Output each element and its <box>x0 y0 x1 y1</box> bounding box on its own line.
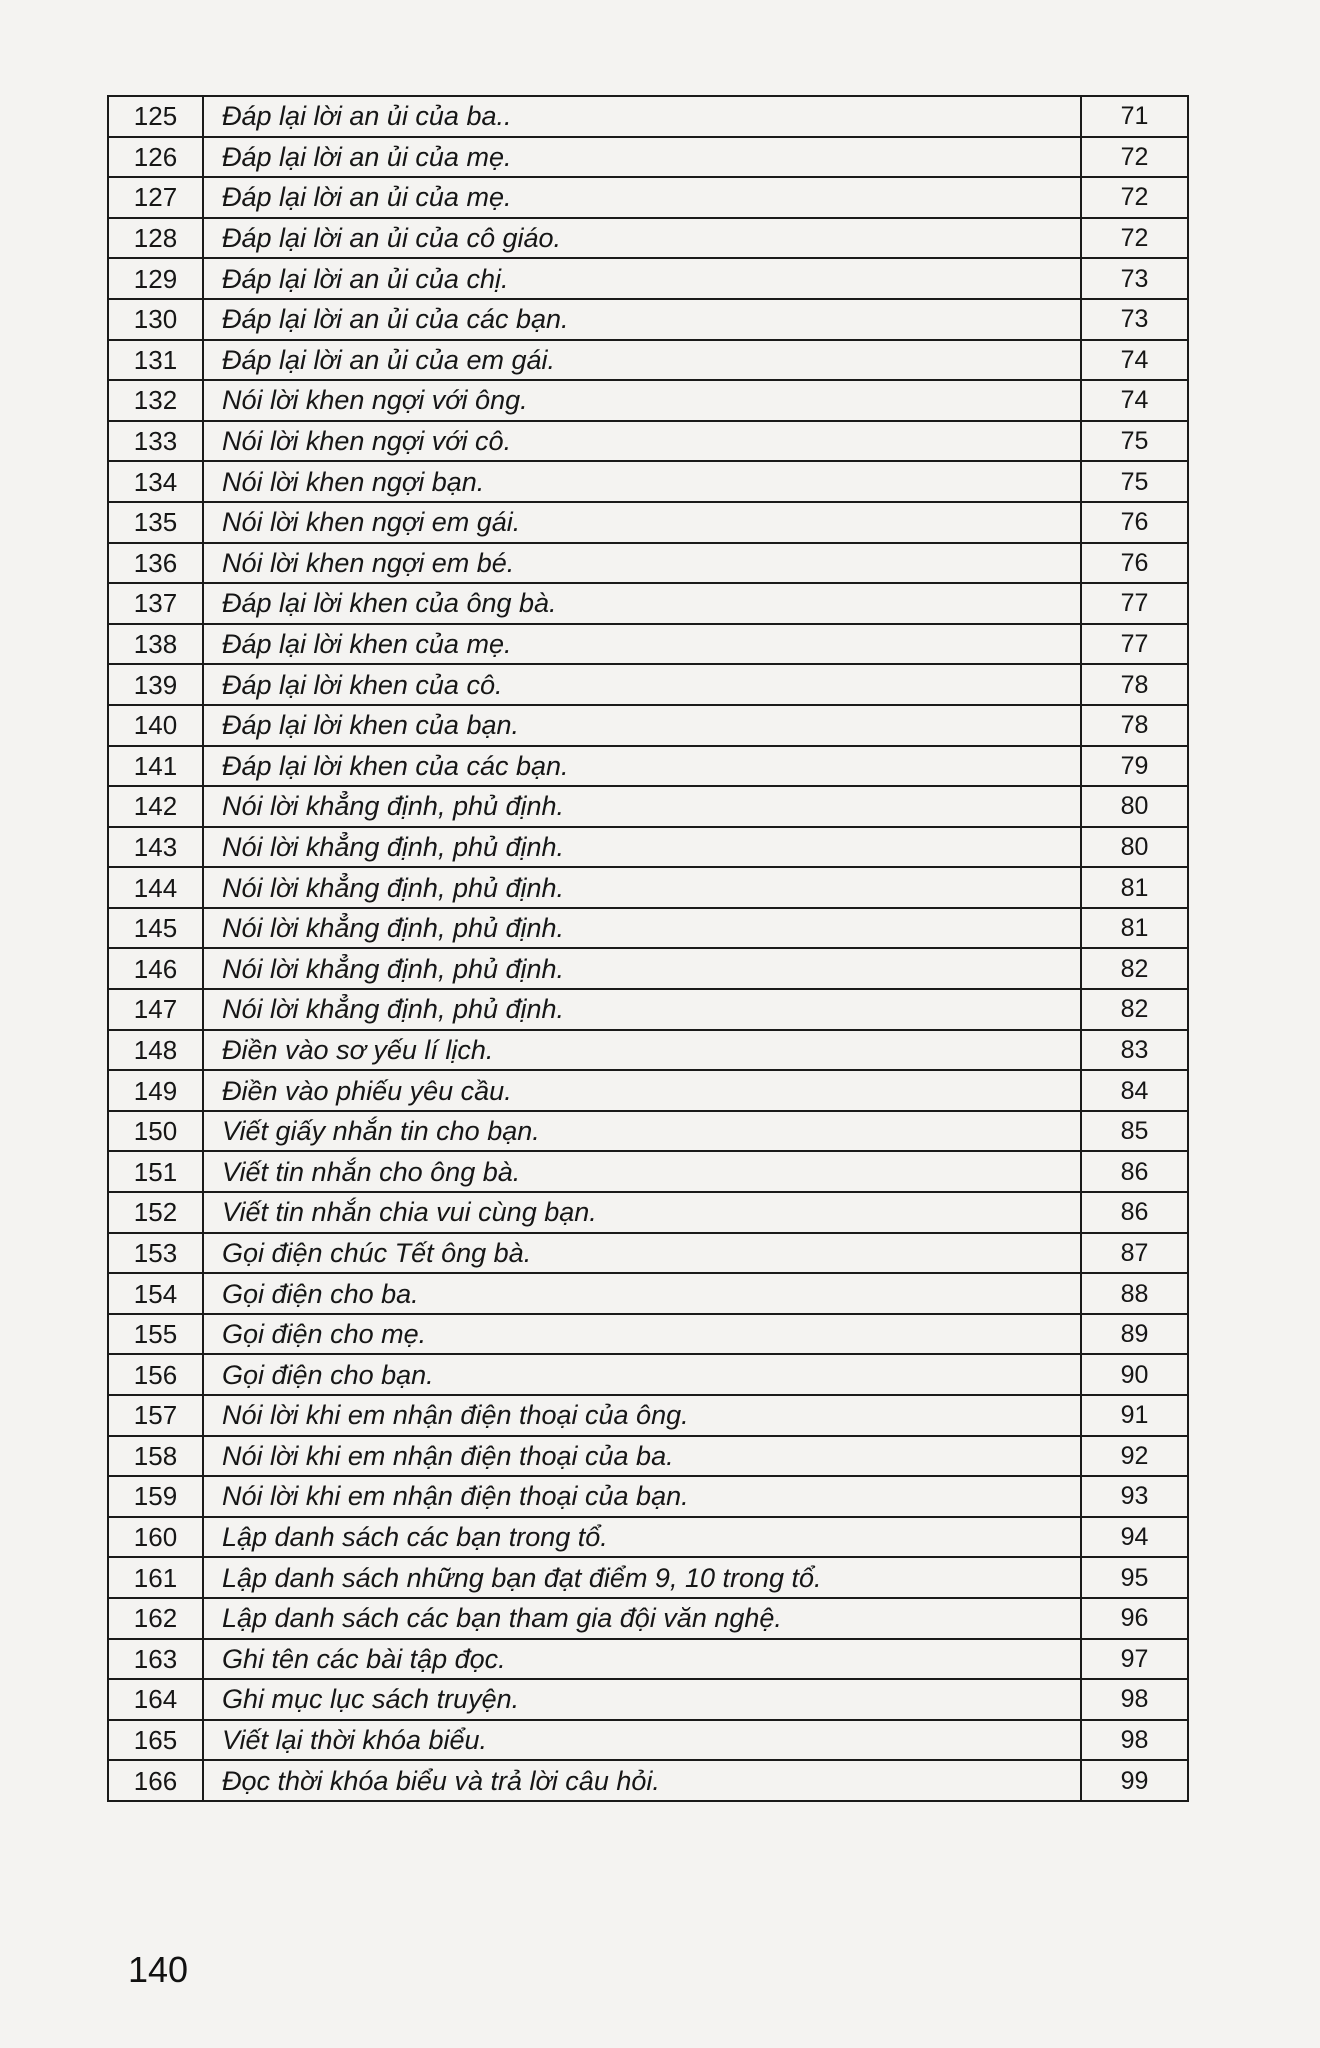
table-row <box>108 96 1188 137</box>
table-row <box>108 1151 1188 1192</box>
lesson-title: Nói lời khi em nhận điện thoại của ba. <box>203 1436 1081 1477</box>
page-ref: 92 <box>1081 1436 1188 1477</box>
page-ref: 78 <box>1081 705 1188 746</box>
page-ref: 77 <box>1081 583 1188 624</box>
lesson-title: Đáp lại lời an ủi của chị. <box>203 258 1081 299</box>
lesson-number: 138 <box>108 624 203 665</box>
table-row <box>108 1273 1188 1314</box>
lesson-title: Đáp lại lời khen của bạn. <box>203 705 1081 746</box>
lesson-title: Nói lời khẳng định, phủ định. <box>203 989 1081 1030</box>
page-ref: 98 <box>1081 1720 1188 1761</box>
lesson-title: Đáp lại lời an ủi của ba.. <box>203 96 1081 137</box>
lesson-title: Đọc thời khóa biểu và trả lời câu hỏi. <box>203 1760 1081 1801</box>
lesson-number: 157 <box>108 1395 203 1436</box>
lesson-number: 145 <box>108 908 203 949</box>
lesson-title: Nói lời khẳng định, phủ định. <box>203 948 1081 989</box>
table-row <box>108 137 1188 178</box>
lesson-number: 158 <box>108 1436 203 1477</box>
lesson-title: Nói lời khen ngợi bạn. <box>203 461 1081 502</box>
page-ref: 99 <box>1081 1760 1188 1801</box>
lesson-title: Điền vào phiếu yêu cầu. <box>203 1070 1081 1111</box>
lesson-title: Viết tin nhắn chia vui cùng bạn. <box>203 1192 1081 1233</box>
table-row <box>108 543 1188 584</box>
lesson-number: 148 <box>108 1030 203 1071</box>
lesson-title: Viết lại thời khóa biểu. <box>203 1720 1081 1761</box>
table-row <box>108 1760 1188 1801</box>
table-row <box>108 1517 1188 1558</box>
table-row <box>108 867 1188 908</box>
page-ref: 80 <box>1081 827 1188 868</box>
page-ref: 75 <box>1081 461 1188 502</box>
page-ref: 77 <box>1081 624 1188 665</box>
page-ref: 91 <box>1081 1395 1188 1436</box>
lesson-title: Viết tin nhắn cho ông bà. <box>203 1151 1081 1192</box>
table-row <box>108 421 1188 462</box>
lesson-title: Gọi điện chúc Tết ông bà. <box>203 1233 1081 1274</box>
lesson-title: Nói lời khen ngợi với ông. <box>203 380 1081 421</box>
table-row <box>108 1598 1188 1639</box>
page-ref: 72 <box>1081 177 1188 218</box>
lesson-number: 155 <box>108 1314 203 1355</box>
page-ref: 95 <box>1081 1557 1188 1598</box>
lesson-number: 149 <box>108 1070 203 1111</box>
page-ref: 83 <box>1081 1030 1188 1071</box>
page-ref: 82 <box>1081 948 1188 989</box>
page-ref: 73 <box>1081 258 1188 299</box>
table-row <box>108 1720 1188 1761</box>
lesson-number: 165 <box>108 1720 203 1761</box>
lesson-title: Ghi tên các bài tập đọc. <box>203 1639 1081 1680</box>
lesson-title: Đáp lại lời khen của ông bà. <box>203 583 1081 624</box>
page-ref: 89 <box>1081 1314 1188 1355</box>
table-row <box>108 1192 1188 1233</box>
page-ref: 75 <box>1081 421 1188 462</box>
table-row <box>108 299 1188 340</box>
table-row <box>108 218 1188 259</box>
page-ref: 71 <box>1081 96 1188 137</box>
lesson-title: Đáp lại lời khen của các bạn. <box>203 746 1081 787</box>
page-ref: 81 <box>1081 867 1188 908</box>
page-ref: 84 <box>1081 1070 1188 1111</box>
table-row <box>108 1111 1188 1152</box>
lesson-title: Gọi điện cho mẹ. <box>203 1314 1081 1355</box>
table-row <box>108 340 1188 381</box>
lesson-number: 154 <box>108 1273 203 1314</box>
lesson-title: Nói lời khen ngợi em bé. <box>203 543 1081 584</box>
toc-body <box>108 96 1188 1801</box>
page-ref: 72 <box>1081 218 1188 259</box>
lesson-title: Nói lời khi em nhận điện thoại của bạn. <box>203 1476 1081 1517</box>
lesson-title: Điền vào sơ yếu lí lịch. <box>203 1030 1081 1071</box>
table-row <box>108 461 1188 502</box>
lesson-number: 141 <box>108 746 203 787</box>
page-ref: 74 <box>1081 380 1188 421</box>
table-row <box>108 908 1188 949</box>
lesson-number: 131 <box>108 340 203 381</box>
lesson-number: 163 <box>108 1639 203 1680</box>
lesson-title: Đáp lại lời an ủi của em gái. <box>203 340 1081 381</box>
lesson-number: 133 <box>108 421 203 462</box>
lesson-number: 151 <box>108 1151 203 1192</box>
page-ref: 82 <box>1081 989 1188 1030</box>
page-number: 140 <box>128 1949 189 1990</box>
lesson-number: 156 <box>108 1354 203 1395</box>
lesson-title: Nói lời khen ngợi với cô. <box>203 421 1081 462</box>
table-row <box>108 1639 1188 1680</box>
lesson-number: 127 <box>108 177 203 218</box>
page-ref: 81 <box>1081 908 1188 949</box>
lesson-number: 134 <box>108 461 203 502</box>
lesson-number: 129 <box>108 258 203 299</box>
lesson-number: 143 <box>108 827 203 868</box>
lesson-title: Nói lời khẳng định, phủ định. <box>203 908 1081 949</box>
page-ref: 85 <box>1081 1111 1188 1152</box>
lesson-title: Lập danh sách những bạn đạt điểm 9, 10 trong tổ. <box>203 1557 1081 1598</box>
table-row <box>108 1354 1188 1395</box>
lesson-title: Đáp lại lời khen của cô. <box>203 664 1081 705</box>
table-row <box>108 1436 1188 1477</box>
lesson-number: 160 <box>108 1517 203 1558</box>
table-row <box>108 664 1188 705</box>
lesson-number: 137 <box>108 583 203 624</box>
lesson-title: Nói lời khẳng định, phủ định. <box>203 867 1081 908</box>
table-row <box>108 746 1188 787</box>
page-ref: 98 <box>1081 1679 1188 1720</box>
table-row <box>108 624 1188 665</box>
page-ref: 76 <box>1081 502 1188 543</box>
lesson-title: Đáp lại lời an ủi của các bạn. <box>203 299 1081 340</box>
table-row <box>108 948 1188 989</box>
lesson-number: 159 <box>108 1476 203 1517</box>
page-ref: 80 <box>1081 786 1188 827</box>
table-row <box>108 1395 1188 1436</box>
lesson-title: Ghi mục lục sách truyện. <box>203 1679 1081 1720</box>
lesson-number: 125 <box>108 96 203 137</box>
lesson-title: Nói lời khẳng định, phủ định. <box>203 827 1081 868</box>
table-of-contents <box>107 95 1189 1802</box>
page-ref: 86 <box>1081 1192 1188 1233</box>
lesson-title: Đáp lại lời an ủi của mẹ. <box>203 137 1081 178</box>
table-row <box>108 1557 1188 1598</box>
page-ref: 96 <box>1081 1598 1188 1639</box>
lesson-title: Gọi điện cho bạn. <box>203 1354 1081 1395</box>
page-ref: 94 <box>1081 1517 1188 1558</box>
page-ref: 93 <box>1081 1476 1188 1517</box>
page-ref: 78 <box>1081 664 1188 705</box>
lesson-title: Đáp lại lời an ủi của cô giáo. <box>203 218 1081 259</box>
table-row <box>108 786 1188 827</box>
page-ref: 87 <box>1081 1233 1188 1274</box>
table-row <box>108 705 1188 746</box>
lesson-number: 139 <box>108 664 203 705</box>
lesson-number: 147 <box>108 989 203 1030</box>
lesson-number: 142 <box>108 786 203 827</box>
lesson-title: Đáp lại lời khen của mẹ. <box>203 624 1081 665</box>
page-ref: 79 <box>1081 746 1188 787</box>
page-ref: 97 <box>1081 1639 1188 1680</box>
table-row <box>108 1233 1188 1274</box>
page-ref: 88 <box>1081 1273 1188 1314</box>
lesson-title: Gọi điện cho ba. <box>203 1273 1081 1314</box>
table-row <box>108 583 1188 624</box>
table-row <box>108 827 1188 868</box>
table-row <box>108 177 1188 218</box>
page-ref: 86 <box>1081 1151 1188 1192</box>
table-row <box>108 380 1188 421</box>
page-ref: 76 <box>1081 543 1188 584</box>
lesson-number: 128 <box>108 218 203 259</box>
lesson-title: Nói lời khi em nhận điện thoại của ông. <box>203 1395 1081 1436</box>
lesson-number: 126 <box>108 137 203 178</box>
lesson-number: 150 <box>108 1111 203 1152</box>
table-row <box>108 989 1188 1030</box>
page-ref: 74 <box>1081 340 1188 381</box>
lesson-number: 144 <box>108 867 203 908</box>
lesson-title: Đáp lại lời an ủi của mẹ. <box>203 177 1081 218</box>
lesson-number: 140 <box>108 705 203 746</box>
table-row <box>108 258 1188 299</box>
lesson-number: 153 <box>108 1233 203 1274</box>
lesson-number: 130 <box>108 299 203 340</box>
lesson-number: 161 <box>108 1557 203 1598</box>
table-row <box>108 1314 1188 1355</box>
page-ref: 90 <box>1081 1354 1188 1395</box>
lesson-title: Lập danh sách các bạn trong tổ. <box>203 1517 1081 1558</box>
lesson-title: Lập danh sách các bạn tham gia đội văn nghệ. <box>203 1598 1081 1639</box>
lesson-number: 136 <box>108 543 203 584</box>
page-ref: 73 <box>1081 299 1188 340</box>
page-ref: 72 <box>1081 137 1188 178</box>
table-row <box>108 1070 1188 1111</box>
table-row <box>108 1476 1188 1517</box>
table-row <box>108 1030 1188 1071</box>
lesson-number: 164 <box>108 1679 203 1720</box>
table-row <box>108 502 1188 543</box>
lesson-number: 146 <box>108 948 203 989</box>
lesson-number: 166 <box>108 1760 203 1801</box>
lesson-title: Viết giấy nhắn tin cho bạn. <box>203 1111 1081 1152</box>
lesson-number: 162 <box>108 1598 203 1639</box>
lesson-title: Nói lời khẳng định, phủ định. <box>203 786 1081 827</box>
lesson-title: Nói lời khen ngợi em gái. <box>203 502 1081 543</box>
table-row <box>108 1679 1188 1720</box>
lesson-number: 135 <box>108 502 203 543</box>
lesson-number: 132 <box>108 380 203 421</box>
lesson-number: 152 <box>108 1192 203 1233</box>
